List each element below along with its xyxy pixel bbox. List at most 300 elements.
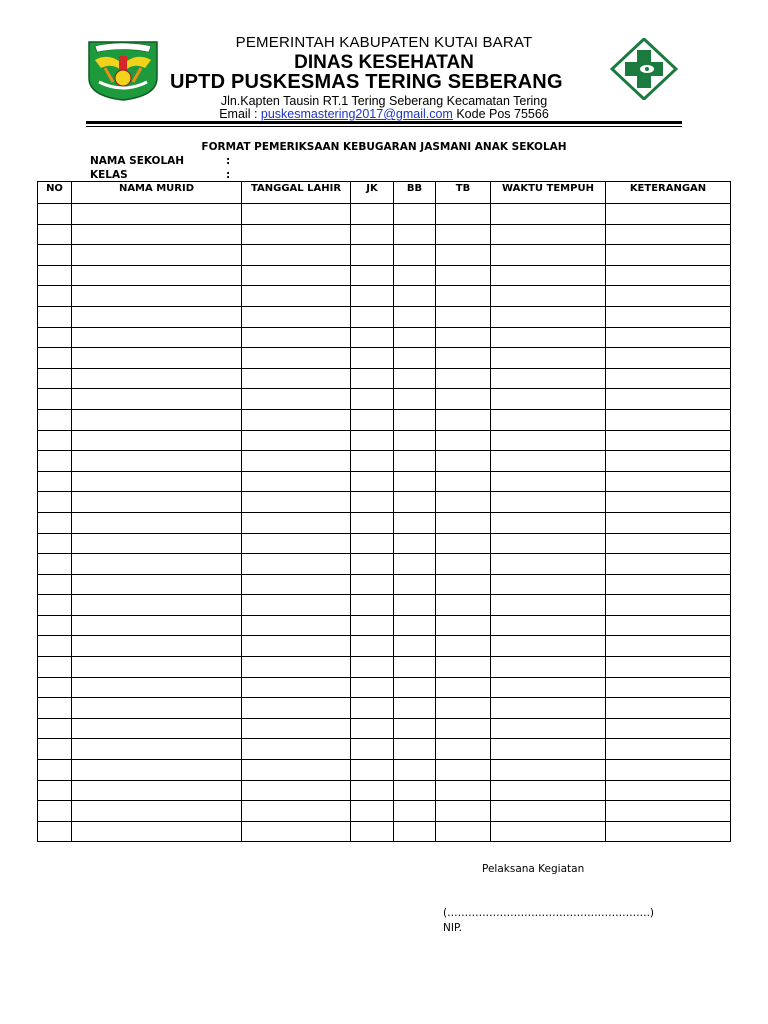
- table-cell[interactable]: [242, 698, 351, 719]
- table-cell[interactable]: [606, 471, 731, 492]
- table-cell[interactable]: [606, 348, 731, 369]
- table-cell[interactable]: [72, 615, 242, 636]
- table-cell[interactable]: [38, 657, 72, 678]
- table-cell[interactable]: [72, 245, 242, 266]
- email-link[interactable]: puskesmastering2017@gmail.com: [260, 107, 453, 121]
- table-cell[interactable]: [72, 739, 242, 760]
- table-cell[interactable]: [394, 698, 436, 719]
- table-cell[interactable]: [72, 327, 242, 348]
- column-header: TANGGAL LAHIR: [242, 182, 351, 204]
- table-cell[interactable]: [242, 615, 351, 636]
- table-cell[interactable]: [606, 657, 731, 678]
- table-cell[interactable]: [242, 574, 351, 595]
- table-cell[interactable]: [606, 760, 731, 781]
- table-cell[interactable]: [72, 533, 242, 554]
- table-cell[interactable]: [606, 224, 731, 245]
- table-row: [38, 492, 731, 513]
- postal-code: Kode Pos 75566: [452, 107, 549, 121]
- table-cell[interactable]: [242, 801, 351, 822]
- table-cell[interactable]: [351, 760, 394, 781]
- signature-role: Pelaksana Kegiatan: [482, 863, 585, 875]
- table-cell[interactable]: [72, 204, 242, 225]
- table-row: [38, 348, 731, 369]
- table-cell[interactable]: [491, 512, 606, 533]
- table-row: [38, 471, 731, 492]
- table-cell[interactable]: [436, 533, 491, 554]
- table-cell[interactable]: [491, 348, 606, 369]
- table-cell[interactable]: [491, 677, 606, 698]
- table-cell[interactable]: [436, 204, 491, 225]
- table-cell[interactable]: [436, 409, 491, 430]
- table-cell[interactable]: [491, 698, 606, 719]
- table-cell[interactable]: [491, 780, 606, 801]
- table-cell[interactable]: [72, 451, 242, 472]
- table-cell[interactable]: [38, 348, 72, 369]
- table-row: [38, 306, 731, 327]
- table-cell[interactable]: [394, 615, 436, 636]
- table-cell[interactable]: [351, 492, 394, 513]
- table-row: [38, 409, 731, 430]
- table-cell[interactable]: [491, 306, 606, 327]
- table-cell[interactable]: [394, 718, 436, 739]
- table-cell[interactable]: [72, 574, 242, 595]
- table-cell[interactable]: [436, 430, 491, 451]
- table-cell[interactable]: [394, 224, 436, 245]
- table-cell[interactable]: [351, 698, 394, 719]
- table-cell[interactable]: [436, 554, 491, 575]
- signature-nip: NIP.: [443, 922, 462, 934]
- table-cell[interactable]: [242, 471, 351, 492]
- table-cell[interactable]: [491, 595, 606, 616]
- table-row: [38, 801, 731, 822]
- table-cell[interactable]: [606, 595, 731, 616]
- table-cell[interactable]: [606, 698, 731, 719]
- table-cell[interactable]: [436, 636, 491, 657]
- table-body: [38, 204, 731, 842]
- table-cell[interactable]: [351, 204, 394, 225]
- table-row: [38, 224, 731, 245]
- table-cell[interactable]: [606, 554, 731, 575]
- table-cell[interactable]: [38, 265, 72, 286]
- table-cell[interactable]: [491, 286, 606, 307]
- table-cell[interactable]: [394, 760, 436, 781]
- table-cell[interactable]: [606, 718, 731, 739]
- table-cell[interactable]: [491, 554, 606, 575]
- table-cell[interactable]: [606, 512, 731, 533]
- table-cell[interactable]: [38, 368, 72, 389]
- table-cell[interactable]: [606, 286, 731, 307]
- table-cell[interactable]: [72, 348, 242, 369]
- table-cell[interactable]: [351, 677, 394, 698]
- table-cell[interactable]: [436, 615, 491, 636]
- table-cell[interactable]: [351, 574, 394, 595]
- table-cell[interactable]: [38, 512, 72, 533]
- table-cell[interactable]: [394, 286, 436, 307]
- column-header: KETERANGAN: [606, 182, 731, 204]
- table-cell[interactable]: [38, 760, 72, 781]
- table-cell[interactable]: [394, 574, 436, 595]
- table-cell[interactable]: [606, 389, 731, 410]
- table-row: [38, 327, 731, 348]
- table-cell[interactable]: [436, 574, 491, 595]
- table-cell[interactable]: [394, 204, 436, 225]
- table-cell[interactable]: [351, 657, 394, 678]
- signature-name-line: (………………………………………………….): [443, 907, 655, 919]
- table-cell[interactable]: [491, 430, 606, 451]
- table-cell[interactable]: [606, 409, 731, 430]
- table-cell[interactable]: [242, 286, 351, 307]
- column-header: NAMA MURID: [72, 182, 242, 204]
- table-cell[interactable]: [351, 409, 394, 430]
- table-cell[interactable]: [491, 389, 606, 410]
- table-cell[interactable]: [436, 245, 491, 266]
- table-cell[interactable]: [72, 306, 242, 327]
- table-cell[interactable]: [72, 554, 242, 575]
- table-cell[interactable]: [606, 780, 731, 801]
- table-cell[interactable]: [351, 224, 394, 245]
- table-cell[interactable]: [72, 677, 242, 698]
- table-row: [38, 698, 731, 719]
- table-cell[interactable]: [38, 533, 72, 554]
- table-cell[interactable]: [394, 657, 436, 678]
- table-cell[interactable]: [436, 512, 491, 533]
- table-cell[interactable]: [351, 348, 394, 369]
- table-cell[interactable]: [351, 451, 394, 472]
- table-cell[interactable]: [242, 409, 351, 430]
- table-cell[interactable]: [394, 368, 436, 389]
- table-cell[interactable]: [394, 389, 436, 410]
- table-cell[interactable]: [436, 451, 491, 472]
- table-cell[interactable]: [491, 821, 606, 842]
- school-name-colon: :: [226, 155, 231, 167]
- table-cell[interactable]: [72, 657, 242, 678]
- table-cell[interactable]: [394, 595, 436, 616]
- table-cell[interactable]: [72, 368, 242, 389]
- column-header: TB: [436, 182, 491, 204]
- table-cell[interactable]: [351, 265, 394, 286]
- table-cell[interactable]: [242, 533, 351, 554]
- table-cell[interactable]: [351, 430, 394, 451]
- table-cell[interactable]: [38, 204, 72, 225]
- table-cell[interactable]: [491, 451, 606, 472]
- table-cell[interactable]: [436, 718, 491, 739]
- table-cell[interactable]: [436, 821, 491, 842]
- table-cell[interactable]: [436, 224, 491, 245]
- table-cell[interactable]: [38, 574, 72, 595]
- table-cell[interactable]: [242, 245, 351, 266]
- table-row: [38, 574, 731, 595]
- table-cell[interactable]: [394, 554, 436, 575]
- table-cell[interactable]: [394, 409, 436, 430]
- table-cell[interactable]: [491, 492, 606, 513]
- table-cell[interactable]: [606, 265, 731, 286]
- table-cell[interactable]: [394, 327, 436, 348]
- table-cell[interactable]: [436, 760, 491, 781]
- table-row: [38, 718, 731, 739]
- table-cell[interactable]: [242, 492, 351, 513]
- table-cell[interactable]: [242, 327, 351, 348]
- table-cell[interactable]: [38, 451, 72, 472]
- table-cell[interactable]: [72, 512, 242, 533]
- column-header: WAKTU TEMPUH: [491, 182, 606, 204]
- table-cell[interactable]: [606, 430, 731, 451]
- table-cell[interactable]: [38, 801, 72, 822]
- table-cell[interactable]: [38, 636, 72, 657]
- table-row: [38, 821, 731, 842]
- table-cell[interactable]: [38, 389, 72, 410]
- table-cell[interactable]: [351, 739, 394, 760]
- table-cell[interactable]: [351, 245, 394, 266]
- table-cell[interactable]: [606, 327, 731, 348]
- table-cell[interactable]: [394, 471, 436, 492]
- table-cell[interactable]: [436, 368, 491, 389]
- table-header-row: [38, 182, 731, 204]
- table-cell[interactable]: [242, 204, 351, 225]
- table-cell[interactable]: [38, 615, 72, 636]
- table-row: [38, 780, 731, 801]
- table-cell[interactable]: [72, 636, 242, 657]
- table-cell[interactable]: [394, 801, 436, 822]
- table-cell[interactable]: [606, 636, 731, 657]
- table-cell[interactable]: [436, 327, 491, 348]
- table-cell[interactable]: [38, 286, 72, 307]
- table-row: [38, 657, 731, 678]
- table-row: [38, 512, 731, 533]
- table-cell[interactable]: [491, 327, 606, 348]
- table-cell[interactable]: [242, 348, 351, 369]
- table-cell[interactable]: [436, 286, 491, 307]
- email-prefix: Email :: [219, 107, 261, 121]
- table-cell[interactable]: [436, 657, 491, 678]
- table-cell[interactable]: [72, 780, 242, 801]
- table-cell[interactable]: [242, 430, 351, 451]
- table-cell[interactable]: [351, 821, 394, 842]
- form-title: FORMAT PEMERIKSAAN KEBUGARAN JASMANI ANAK SEKOLAH: [201, 141, 567, 153]
- table-cell[interactable]: [72, 224, 242, 245]
- department-name: DINAS KESEHATAN: [294, 52, 474, 73]
- table-cell[interactable]: [38, 245, 72, 266]
- table-cell[interactable]: [491, 574, 606, 595]
- table-cell[interactable]: [436, 595, 491, 616]
- table-cell[interactable]: [394, 512, 436, 533]
- table-cell[interactable]: [242, 780, 351, 801]
- table-cell[interactable]: [242, 306, 351, 327]
- table-cell[interactable]: [351, 801, 394, 822]
- table-cell[interactable]: [38, 698, 72, 719]
- table-cell[interactable]: [394, 306, 436, 327]
- table-row: [38, 636, 731, 657]
- table-cell[interactable]: [351, 636, 394, 657]
- table-cell[interactable]: [394, 677, 436, 698]
- table-cell[interactable]: [436, 492, 491, 513]
- table-cell[interactable]: [491, 615, 606, 636]
- table-cell[interactable]: [38, 327, 72, 348]
- table-cell[interactable]: [436, 780, 491, 801]
- table-cell[interactable]: [38, 739, 72, 760]
- table-cell[interactable]: [351, 471, 394, 492]
- table-cell[interactable]: [351, 368, 394, 389]
- table-cell[interactable]: [351, 512, 394, 533]
- table-cell[interactable]: [351, 780, 394, 801]
- table-row: [38, 595, 731, 616]
- column-header: JK: [351, 182, 394, 204]
- table-cell[interactable]: [38, 718, 72, 739]
- header-divider-thin: [86, 126, 682, 127]
- table-cell[interactable]: [491, 533, 606, 554]
- table-cell[interactable]: [38, 554, 72, 575]
- table-cell[interactable]: [242, 718, 351, 739]
- table-cell[interactable]: [491, 204, 606, 225]
- table-cell[interactable]: [72, 801, 242, 822]
- table-cell[interactable]: [242, 636, 351, 657]
- table-cell[interactable]: [72, 492, 242, 513]
- table-cell[interactable]: [351, 595, 394, 616]
- fitness-table: [37, 181, 731, 842]
- table-cell[interactable]: [72, 286, 242, 307]
- table-cell[interactable]: [606, 533, 731, 554]
- table-cell[interactable]: [38, 595, 72, 616]
- table-cell[interactable]: [72, 389, 242, 410]
- table-cell[interactable]: [491, 760, 606, 781]
- table-cell[interactable]: [72, 471, 242, 492]
- table-cell[interactable]: [606, 368, 731, 389]
- table-cell[interactable]: [491, 718, 606, 739]
- table-cell[interactable]: [351, 554, 394, 575]
- table-cell[interactable]: [491, 739, 606, 760]
- table-cell[interactable]: [606, 204, 731, 225]
- table-cell[interactable]: [436, 801, 491, 822]
- table-cell[interactable]: [351, 615, 394, 636]
- table-cell[interactable]: [491, 368, 606, 389]
- table-cell[interactable]: [72, 265, 242, 286]
- school-name-label: NAMA SEKOLAH: [90, 155, 185, 167]
- table-cell[interactable]: [491, 245, 606, 266]
- table-row: [38, 204, 731, 225]
- table-row: [38, 389, 731, 410]
- table-cell[interactable]: [38, 821, 72, 842]
- header-divider-thick: [86, 121, 682, 124]
- table-cell[interactable]: [242, 224, 351, 245]
- table-cell[interactable]: [606, 245, 731, 266]
- table-cell[interactable]: [606, 821, 731, 842]
- table-cell[interactable]: [38, 471, 72, 492]
- table-row: [38, 677, 731, 698]
- table-cell[interactable]: [394, 492, 436, 513]
- table-cell[interactable]: [242, 595, 351, 616]
- table-cell[interactable]: [436, 306, 491, 327]
- table-cell[interactable]: [242, 760, 351, 781]
- table-cell[interactable]: [394, 451, 436, 472]
- table-cell[interactable]: [72, 718, 242, 739]
- table-cell[interactable]: [242, 554, 351, 575]
- table-cell[interactable]: [242, 512, 351, 533]
- table-cell[interactable]: [72, 409, 242, 430]
- table-cell[interactable]: [606, 306, 731, 327]
- table-cell[interactable]: [606, 492, 731, 513]
- table-cell[interactable]: [606, 615, 731, 636]
- table-cell[interactable]: [394, 265, 436, 286]
- table-cell[interactable]: [242, 389, 351, 410]
- table-cell[interactable]: [491, 636, 606, 657]
- table-cell[interactable]: [351, 306, 394, 327]
- table-cell[interactable]: [38, 306, 72, 327]
- table-row: [38, 245, 731, 266]
- table-cell[interactable]: [491, 471, 606, 492]
- table-cell[interactable]: [436, 471, 491, 492]
- table-cell[interactable]: [606, 677, 731, 698]
- table-cell[interactable]: [72, 698, 242, 719]
- table-cell[interactable]: [606, 739, 731, 760]
- table-cell[interactable]: [38, 492, 72, 513]
- table-cell[interactable]: [242, 821, 351, 842]
- table-cell[interactable]: [394, 533, 436, 554]
- table-cell[interactable]: [351, 718, 394, 739]
- table-cell[interactable]: [72, 595, 242, 616]
- table-cell[interactable]: [491, 265, 606, 286]
- table-cell[interactable]: [72, 760, 242, 781]
- table-cell[interactable]: [394, 636, 436, 657]
- table-cell[interactable]: [436, 348, 491, 369]
- table-cell[interactable]: [436, 739, 491, 760]
- table-cell[interactable]: [242, 739, 351, 760]
- table-cell[interactable]: [606, 574, 731, 595]
- table-row: [38, 368, 731, 389]
- table-cell[interactable]: [351, 286, 394, 307]
- class-colon: :: [226, 169, 231, 181]
- table-cell[interactable]: [436, 265, 491, 286]
- table-cell[interactable]: [394, 821, 436, 842]
- table-row: [38, 451, 731, 472]
- table-cell[interactable]: [351, 389, 394, 410]
- table-cell[interactable]: [394, 739, 436, 760]
- table-cell[interactable]: [242, 677, 351, 698]
- table-cell[interactable]: [72, 821, 242, 842]
- table-cell[interactable]: [38, 224, 72, 245]
- table-cell[interactable]: [394, 430, 436, 451]
- table-cell[interactable]: [606, 451, 731, 472]
- table-cell[interactable]: [351, 327, 394, 348]
- table-cell[interactable]: [491, 224, 606, 245]
- table-cell[interactable]: [436, 389, 491, 410]
- table-cell[interactable]: [38, 780, 72, 801]
- table-cell[interactable]: [394, 245, 436, 266]
- table-row: [38, 554, 731, 575]
- table-row: [38, 760, 731, 781]
- table-cell[interactable]: [436, 677, 491, 698]
- table-cell[interactable]: [38, 430, 72, 451]
- unit-name: UPTD PUSKESMAS TERING SEBERANG: [170, 71, 563, 93]
- table-cell[interactable]: [38, 409, 72, 430]
- table-cell[interactable]: [242, 265, 351, 286]
- table-cell[interactable]: [38, 677, 72, 698]
- table-cell[interactable]: [491, 409, 606, 430]
- table-cell[interactable]: [394, 780, 436, 801]
- table-row: [38, 430, 731, 451]
- table-cell[interactable]: [242, 368, 351, 389]
- table-cell[interactable]: [394, 348, 436, 369]
- table-cell[interactable]: [351, 533, 394, 554]
- table-cell[interactable]: [491, 657, 606, 678]
- table-cell[interactable]: [242, 451, 351, 472]
- contact-line: [0, 107, 768, 121]
- table-cell[interactable]: [436, 698, 491, 719]
- address-line: Jln.Kapten Tausin RT.1 Tering Seberang Kecamatan Tering: [220, 94, 548, 108]
- table-row: [38, 265, 731, 286]
- table-cell[interactable]: [242, 657, 351, 678]
- table-cell[interactable]: [491, 801, 606, 822]
- table-cell[interactable]: [606, 801, 731, 822]
- table-cell[interactable]: [72, 430, 242, 451]
